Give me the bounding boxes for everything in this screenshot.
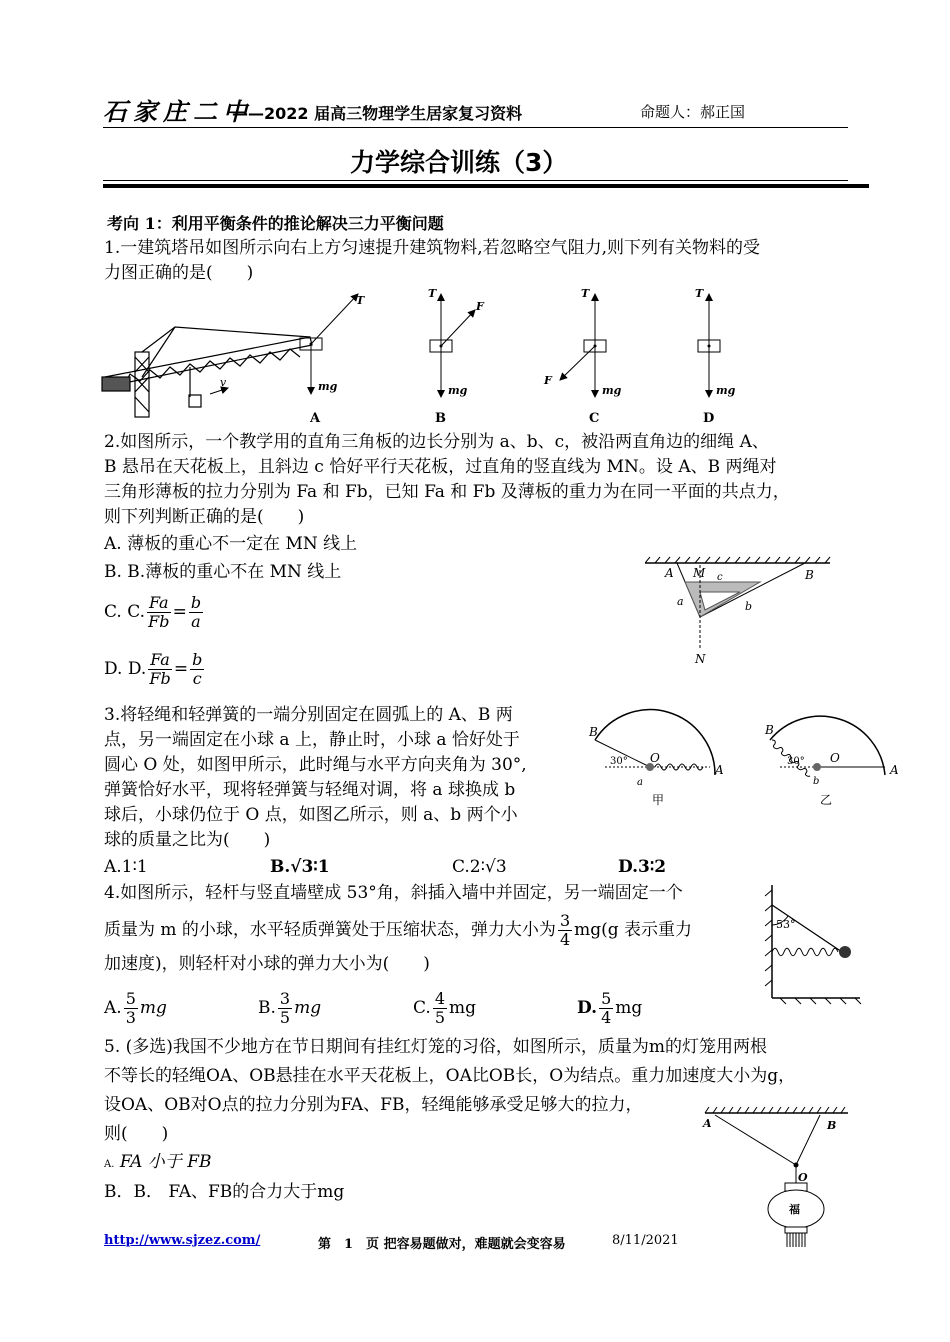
q4-option-d: D. $\frac{5}{4}$ mg bbox=[577, 989, 643, 1027]
q5-line2: 不等长的轻绳OA、OB悬挂在水平天花板上，OA比OB长，O为结点。重力加速度大小为g， bbox=[104, 1066, 796, 1086]
svg-text:A: A bbox=[890, 763, 899, 777]
q4-line3: 加速度)，则轻杆对小球的弹力大小为( ) bbox=[104, 954, 430, 974]
svg-text:乙: 乙 bbox=[820, 793, 833, 807]
q2-line3: 三角形薄板的拉力分别为 Fa 和 Fb，已知 Fa 和 Fb 及薄板的重力为在同一平面的共点力， bbox=[104, 482, 790, 502]
q4-line1: 4.如图所示，轻杆与竖直墙壁成 53°角，斜插入墙中并固定，另一端固定一个 bbox=[104, 883, 683, 903]
q2-line2: B 悬吊在天花板上，且斜边 c 恰好平行天花板，过直角的竖直线为 MN。设 A、B 两绳对 bbox=[104, 457, 777, 477]
svg-text:53°: 53° bbox=[776, 918, 796, 931]
header-author: 命题人：郝正国 bbox=[640, 103, 746, 121]
q2-line4: 则下列判断正确的是( ) bbox=[104, 507, 305, 527]
svg-text:B: B bbox=[589, 725, 598, 739]
svg-text:A: A bbox=[665, 566, 674, 580]
q1-line1: 1.一建筑塔吊如图所示向右上方匀速提升建筑物料,若忽略空气阻力,则下列有关物料的受 bbox=[104, 238, 761, 258]
svg-text:30°: 30° bbox=[610, 756, 628, 767]
q2-option-c: C. C. $\frac{Fa}{Fb}$ = $\frac{b}{a}$ bbox=[104, 593, 202, 631]
title-rule-thin bbox=[103, 180, 848, 181]
v-label: v bbox=[220, 376, 227, 389]
q3-option-c: C.2∶√3 bbox=[452, 857, 507, 877]
q5-option-b: B．B． FA、FB的合力大于mg bbox=[104, 1182, 345, 1202]
svg-text:b: b bbox=[813, 776, 820, 787]
q3-option-a: A.1∶1 bbox=[104, 857, 148, 877]
svg-text:a: a bbox=[677, 595, 684, 608]
svg-text:c: c bbox=[717, 572, 723, 583]
svg-text:30°: 30° bbox=[787, 756, 805, 767]
svg-text:T: T bbox=[581, 287, 590, 300]
q2-line1: 2.如图所示，一个教学用的直角三角板的边长分别为 a、b、c，被沿两直角边的细绳 A、 bbox=[104, 432, 769, 452]
svg-text:F: F bbox=[476, 300, 484, 313]
svg-text:A: A bbox=[703, 1117, 712, 1130]
q4-option-b: B. $\frac{3}{5}$ mg bbox=[258, 989, 322, 1027]
svg-text:T: T bbox=[428, 287, 437, 300]
q3-option-d: D.3∶2 bbox=[618, 857, 667, 877]
svg-text:B: B bbox=[765, 723, 774, 737]
svg-text:O: O bbox=[650, 751, 660, 765]
q2-option-b: B. B.薄板的重心不在 MN 线上 bbox=[104, 562, 342, 582]
header-rule bbox=[103, 127, 848, 128]
q3-line4: 弹簧恰好水平，现将轻弹簧与轻绳对调，将 a 球换成 b bbox=[104, 780, 516, 800]
diagram-d bbox=[695, 287, 736, 426]
q5-line1: 5. (多选)我国不少地方在节日期间有挂红灯笼的习俗，如图所示，质量为m的灯笼用两根 bbox=[104, 1037, 768, 1057]
svg-text:B: B bbox=[805, 568, 814, 582]
diagram-b bbox=[428, 287, 485, 426]
school-logo-text: 石家庄二中 bbox=[103, 97, 253, 126]
q4-option-c: C. $\frac{4}{5}$ mg bbox=[413, 989, 477, 1027]
q2-option-d: D. D. $\frac{Fa}{Fb}$ = $\frac{b}{c}$ bbox=[104, 650, 203, 688]
svg-text:F: F bbox=[544, 374, 552, 387]
crane-icon bbox=[102, 327, 312, 417]
q5-line3: 设OA、OB对O点的拉力分别为FA、FB，轻绳能够承受足够大的拉力， bbox=[104, 1095, 643, 1115]
q5-option-a: A. FA 小于 FB bbox=[104, 1152, 212, 1172]
q1-line2: 力图正确的是( ) bbox=[104, 263, 254, 283]
label-d: D bbox=[703, 411, 715, 426]
svg-text:a: a bbox=[637, 777, 643, 788]
section-heading: 考向 1：利用平衡条件的推论解决三力平衡问题 bbox=[107, 214, 444, 233]
footer-link[interactable]: http://www.sjzez.com/ bbox=[104, 1233, 261, 1248]
q3-line3: 圆心 O 处，如图甲所示，此时绳与水平方向夹角为 30°, bbox=[104, 755, 527, 775]
svg-text:A: A bbox=[715, 763, 724, 777]
header-title: ——2022 届高三物理学生居家复习资料 bbox=[232, 104, 523, 123]
q3-line5: 球后，小球仍位于 O 点，如图乙所示，则 a、b 两个小 bbox=[104, 805, 518, 825]
q3-option-b: B.√3∶1 bbox=[270, 857, 330, 877]
q4-figure bbox=[760, 880, 870, 1005]
diagram-c bbox=[543, 287, 622, 426]
page-title: 力学综合训练（3） bbox=[350, 148, 568, 177]
svg-text:甲: 甲 bbox=[652, 793, 665, 807]
svg-text:N: N bbox=[695, 652, 706, 666]
svg-text:B: B bbox=[827, 1119, 837, 1132]
q3-line6: 球的质量之比为( ) bbox=[104, 830, 271, 850]
label-a: A bbox=[310, 411, 321, 426]
svg-text:O: O bbox=[830, 751, 840, 765]
svg-text:O: O bbox=[798, 1171, 808, 1184]
svg-text:mg: mg bbox=[448, 384, 468, 397]
svg-text:mg: mg bbox=[318, 380, 338, 393]
label-c: C bbox=[589, 411, 600, 426]
footer-page: 第 1 页 把容易题做对，难题就会变容易 bbox=[318, 1237, 566, 1252]
svg-text:mg: mg bbox=[716, 384, 736, 397]
q1-figure bbox=[100, 282, 740, 427]
svg-text:b: b bbox=[745, 600, 753, 613]
q3-figure bbox=[585, 700, 905, 810]
title-rule-thick bbox=[103, 184, 869, 188]
diagram-a bbox=[300, 294, 365, 426]
q2-option-a: A. 薄板的重心不一定在 MN 线上 bbox=[104, 534, 358, 554]
q4-line2: 质量为 m 的小球，水平轻质弹簧处于压缩状态，弹力大小为 $\frac{3}{4}$ mg(g 表示重力 bbox=[104, 911, 693, 949]
label-b: B bbox=[435, 411, 446, 426]
footer-date: 8/11/2021 bbox=[612, 1233, 679, 1248]
svg-text:M: M bbox=[693, 566, 706, 580]
svg-text:mg: mg bbox=[602, 384, 622, 397]
q5-line4: 则( ) bbox=[104, 1124, 169, 1144]
q3-line1: 3.将轻绳和轻弹簧的一端分别固定在圆弧上的 A、B 两 bbox=[104, 705, 513, 725]
svg-text:福: 福 bbox=[789, 1203, 800, 1216]
svg-text:T: T bbox=[695, 287, 704, 300]
q3-line2: 点，另一端固定在小球 a 上，静止时，小球 a 恰好处于 bbox=[104, 730, 520, 750]
q2-figure bbox=[645, 555, 845, 670]
q5-figure bbox=[700, 1105, 850, 1250]
q4-option-a: A. $\frac{5}{3}$ mg bbox=[104, 989, 167, 1027]
svg-text:T: T bbox=[356, 294, 365, 307]
